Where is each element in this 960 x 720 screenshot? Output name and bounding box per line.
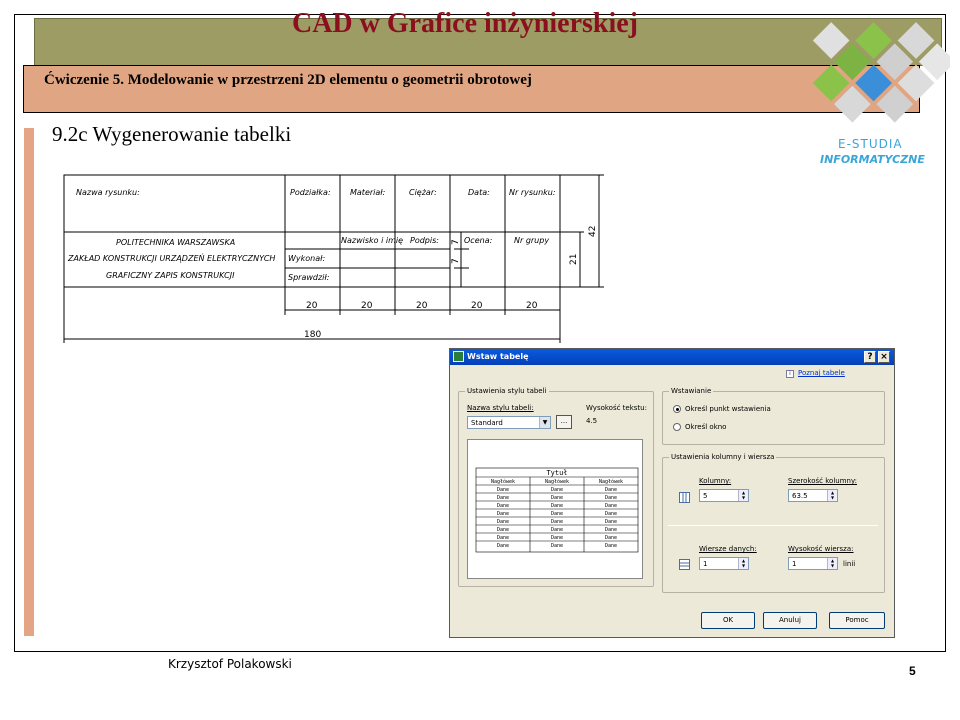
svg-text:Dane: Dane bbox=[604, 527, 618, 533]
svg-text:Dane: Dane bbox=[496, 503, 510, 509]
author-name: Krzysztof Polakowski bbox=[168, 657, 292, 671]
svg-text:Dane: Dane bbox=[496, 527, 510, 533]
table-preview bbox=[467, 439, 643, 579]
dialog-titlebar[interactable] bbox=[450, 349, 894, 365]
row-height-unit: linii bbox=[843, 560, 856, 568]
close-button[interactable]: × bbox=[878, 351, 890, 363]
svg-text:Nagłówek: Nagłówek bbox=[598, 479, 624, 485]
label-podpis: Podpis: bbox=[410, 236, 439, 245]
columns-icon bbox=[679, 492, 690, 503]
label-data: Data: bbox=[468, 188, 490, 197]
data-rows-label: Wiersze danych: bbox=[699, 545, 757, 553]
label-zaklad: ZAKŁAD KONSTRUKCJI URZĄDZEŃ ELEKTRYCZNYCH bbox=[68, 254, 276, 263]
dim-row2: 7 bbox=[451, 258, 461, 264]
chevron-down-icon[interactable]: ▼ bbox=[539, 417, 550, 428]
svg-text:Dane: Dane bbox=[550, 511, 564, 517]
column-width-stepper[interactable] bbox=[788, 489, 838, 502]
label-material: Materiał: bbox=[350, 188, 386, 197]
ok-button[interactable]: OK bbox=[701, 612, 755, 629]
svg-text:Dane: Dane bbox=[604, 487, 618, 493]
radio-window-label[interactable]: Określ okno bbox=[685, 423, 727, 431]
spinner-arrows-icon[interactable]: ▲ ▼ bbox=[738, 490, 748, 501]
label-ocena: Ocena: bbox=[464, 236, 493, 245]
column-width-label: Szerokość kolumny: bbox=[788, 477, 857, 485]
separator bbox=[668, 525, 878, 526]
browse-style-button[interactable]: ... bbox=[556, 415, 572, 429]
subtitle-bar bbox=[23, 65, 920, 113]
svg-text:Dane: Dane bbox=[550, 503, 564, 509]
text-height-label: Wysokość tekstu: bbox=[586, 404, 647, 412]
svg-text:Tytuł: Tytuł bbox=[546, 469, 568, 477]
table-preview-graphic bbox=[468, 440, 644, 580]
left-stripe bbox=[24, 128, 34, 636]
style-name-label: Nazwa stylu tabeli: bbox=[467, 404, 534, 412]
radio-insertion-point[interactable] bbox=[673, 405, 681, 413]
columns-value: 5 bbox=[703, 492, 708, 500]
style-name-select[interactable] bbox=[467, 416, 551, 429]
svg-text:Dane: Dane bbox=[550, 535, 564, 541]
table-app-icon bbox=[453, 351, 464, 362]
svg-text:Dane: Dane bbox=[496, 511, 510, 517]
label-ciezar: Ciężar: bbox=[409, 188, 437, 197]
dim-col-5: 20 bbox=[526, 301, 538, 311]
svg-text:Dane: Dane bbox=[496, 495, 510, 501]
svg-text:Dane: Dane bbox=[496, 487, 510, 493]
columns-stepper[interactable] bbox=[699, 489, 749, 502]
dim-row1: 7 bbox=[451, 239, 461, 245]
data-rows-stepper[interactable] bbox=[699, 557, 749, 570]
spinner-arrows-icon[interactable]: ▲ ▼ bbox=[827, 490, 837, 501]
row-height-value: 1 bbox=[792, 560, 797, 568]
data-rows-value: 1 bbox=[703, 560, 708, 568]
label-uczelnia: POLITECHNIKA WARSZAWSKA bbox=[116, 238, 236, 247]
svg-text:Dane: Dane bbox=[604, 495, 618, 501]
insertion-group-label: Wstawianie bbox=[671, 387, 712, 395]
section-title: 9.2c Wygenerowanie tabelki bbox=[52, 122, 292, 146]
dim-lower: 21 bbox=[569, 253, 579, 265]
info-icon: i bbox=[786, 370, 794, 378]
column-row-group-label: Ustawienia kolumny i wiersza bbox=[671, 453, 775, 461]
svg-text:Dane: Dane bbox=[496, 535, 510, 541]
columns-label: Kolumny: bbox=[699, 477, 732, 485]
svg-text:Nagłówek: Nagłówek bbox=[544, 479, 570, 485]
svg-text:Dane: Dane bbox=[550, 543, 564, 549]
style-name-value: Standard bbox=[471, 419, 503, 427]
svg-text:Dane: Dane bbox=[604, 543, 618, 549]
column-width-value: 63.5 bbox=[792, 492, 808, 500]
help-question-button[interactable]: ? bbox=[864, 351, 876, 363]
insertion-group bbox=[662, 387, 885, 445]
radio-insertion-point-label[interactable]: Określ punkt wstawienia bbox=[685, 405, 771, 413]
learn-tables-link[interactable]: Poznaj tabele bbox=[798, 369, 845, 377]
table-style-group-label: Ustawienia stylu tabeli bbox=[467, 387, 547, 395]
svg-text:Dane: Dane bbox=[550, 527, 564, 533]
svg-text:Dane: Dane bbox=[604, 535, 618, 541]
label-nr-grupy: Nr grupy bbox=[514, 236, 550, 245]
spinner-arrows-icon[interactable]: ▲ ▼ bbox=[738, 558, 748, 569]
dim-total: 180 bbox=[304, 330, 322, 340]
svg-text:Dane: Dane bbox=[550, 519, 564, 525]
spinner-arrows-icon[interactable]: ▲ ▼ bbox=[827, 558, 837, 569]
label-przedmiot: GRAFICZNY ZAPIS KONSTRUKCJI bbox=[106, 271, 235, 280]
label-nr-rysunku: Nr rysunku: bbox=[509, 188, 556, 197]
dialog-title: Wstaw tabelę bbox=[467, 352, 529, 361]
slide-subtitle: Ćwiczenie 5. Modelowanie w przestrzeni 2D elementu o geometrii obrotowej bbox=[44, 72, 532, 88]
row-height-label: Wysokość wiersza: bbox=[788, 545, 854, 553]
dim-col-1: 20 bbox=[306, 301, 318, 311]
text-height-value: 4.5 bbox=[586, 417, 598, 425]
label-wykonal: Wykonał: bbox=[288, 254, 326, 263]
title-block-drawing bbox=[54, 165, 614, 350]
dim-col-4: 20 bbox=[471, 301, 483, 311]
logo-subtext: INFORMATYCZNE bbox=[820, 153, 925, 166]
dim-height: 42 bbox=[588, 225, 598, 237]
insert-table-dialog bbox=[449, 348, 895, 638]
row-height-stepper[interactable] bbox=[788, 557, 838, 570]
svg-text:Nagłówek: Nagłówek bbox=[490, 479, 516, 485]
label-podzialka: Podziałka: bbox=[290, 188, 331, 197]
rows-icon bbox=[679, 559, 690, 570]
svg-text:Dane: Dane bbox=[496, 519, 510, 525]
svg-text:Dane: Dane bbox=[496, 543, 510, 549]
label-nazwisko: Nazwisko i imię bbox=[341, 236, 404, 245]
svg-text:Dane: Dane bbox=[604, 511, 618, 517]
help-button[interactable]: Pomoc bbox=[829, 612, 885, 629]
svg-text:Dane: Dane bbox=[604, 503, 618, 509]
cancel-button[interactable]: Anuluj bbox=[763, 612, 817, 629]
page-number: 5 bbox=[909, 664, 916, 678]
label-sprawdzil: Sprawdził: bbox=[288, 273, 330, 282]
svg-text:Dane: Dane bbox=[550, 495, 564, 501]
svg-text:Dane: Dane bbox=[604, 519, 618, 525]
logo-text: E-STUDIA bbox=[838, 137, 903, 151]
svg-text:Dane: Dane bbox=[550, 487, 564, 493]
radio-window[interactable] bbox=[673, 423, 681, 431]
dim-col-3: 20 bbox=[416, 301, 428, 311]
slide-title: CAD w Grafice inżynierskiej bbox=[291, 8, 639, 39]
label-nazwa-rysunku: Nazwa rysunku: bbox=[76, 188, 140, 197]
dim-col-2: 20 bbox=[361, 301, 373, 311]
